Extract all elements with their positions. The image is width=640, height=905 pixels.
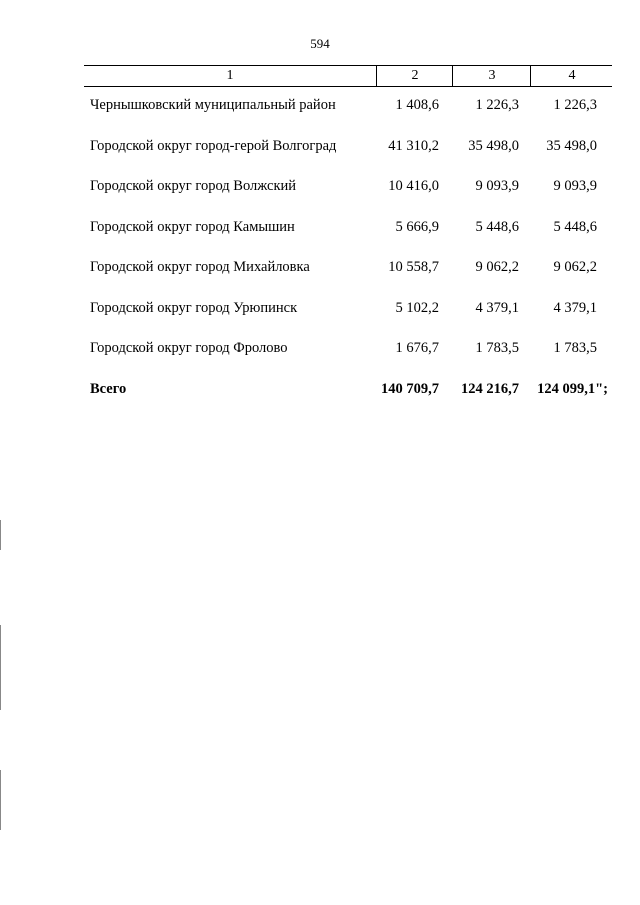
table-row [84, 178, 612, 219]
row-col-3: 9 093,9 [475, 178, 519, 194]
row-col-2: 1 676,7 [395, 340, 439, 356]
row-col-3: 35 498,0 [468, 137, 519, 154]
total-col-4: 124 099,1"; [537, 380, 608, 397]
page-number: 594 [310, 36, 330, 51]
scan-edge-mark [0, 625, 1, 710]
data-table [84, 65, 612, 397]
row-col-2: 5 666,9 [395, 218, 439, 235]
table-body [84, 87, 612, 421]
header-col-4: 4 [530, 66, 613, 86]
row-name: Городской округ город-герой Волгоград [90, 137, 337, 154]
header-col-3: 3 [452, 66, 531, 86]
table-row [84, 340, 612, 381]
row-name: Городской округ город Урюпинск [90, 299, 298, 316]
header-col-1: 1 [226, 68, 234, 83]
row-name: Городской округ город Камышин [90, 218, 295, 235]
row-col-2: 5 102,2 [395, 299, 439, 316]
total-col-3: 124 216,7 [461, 380, 519, 397]
row-col-4: 1 226,3 [553, 97, 597, 113]
table-row [84, 138, 612, 179]
table-row [84, 219, 612, 260]
row-col-3: 1 226,3 [475, 97, 519, 113]
row-col-2: 10 416,0 [388, 178, 439, 194]
row-name: Городской округ город Волжский [90, 178, 297, 194]
row-col-4: 35 498,0 [546, 137, 597, 154]
row-col-4: 4 379,1 [553, 299, 597, 316]
total-label: Всего [90, 380, 127, 397]
row-col-3: 9 062,2 [475, 259, 519, 275]
row-col-3: 5 448,6 [475, 218, 519, 235]
table-row [84, 97, 612, 138]
row-col-3: 1 783,5 [475, 340, 519, 356]
row-col-4: 1 783,5 [553, 340, 597, 356]
row-col-4: 9 062,2 [553, 259, 597, 275]
header-col-2: 2 [376, 66, 453, 86]
row-col-2: 41 310,2 [388, 137, 439, 154]
row-name: Чернышковский муниципальный район [90, 97, 336, 113]
row-col-4: 9 093,9 [553, 178, 597, 194]
table-row [84, 259, 612, 300]
total-col-2: 140 709,7 [381, 380, 439, 397]
total-row [84, 381, 612, 422]
scan-edge-mark [0, 770, 1, 830]
table-header-row [84, 65, 612, 87]
row-name: Городской округ город Фролово [90, 340, 288, 356]
table-row [84, 300, 612, 341]
row-col-4: 5 448,6 [553, 218, 597, 235]
scan-edge-mark [0, 520, 1, 550]
row-col-2: 10 558,7 [388, 259, 439, 275]
row-name: Городской округ город Михайловка [90, 259, 310, 275]
row-col-3: 4 379,1 [475, 299, 519, 316]
row-col-2: 1 408,6 [395, 97, 439, 113]
